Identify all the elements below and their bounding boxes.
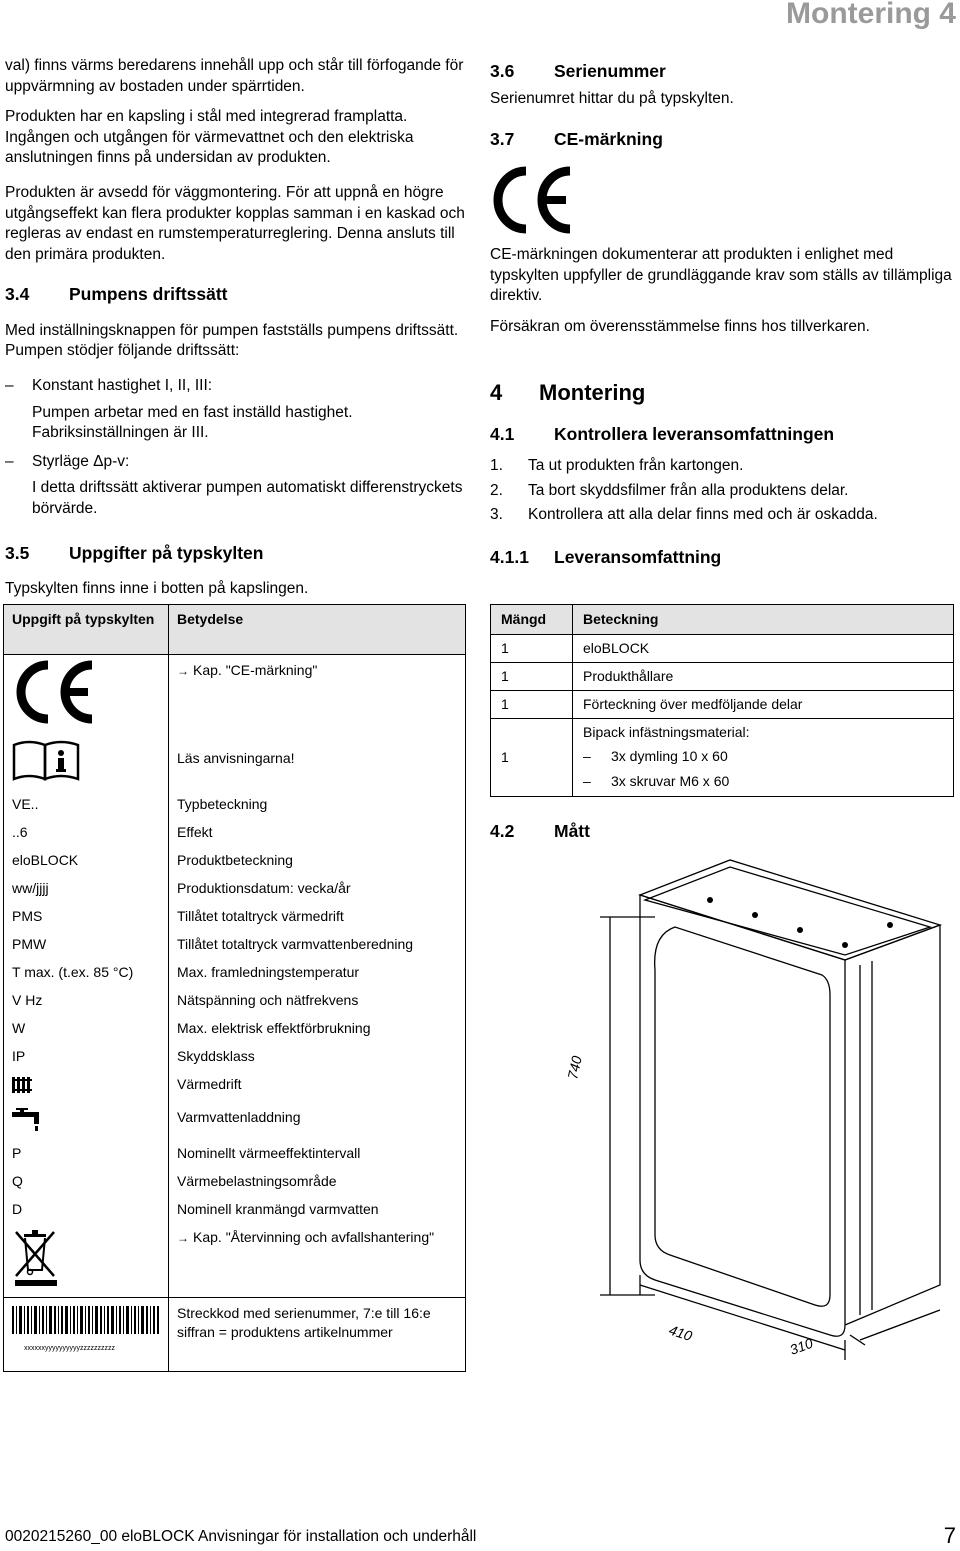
dash-bullet: – <box>583 748 591 765</box>
table-cell-qty: 1 <box>491 718 573 797</box>
paragraph: Försäkran om överensstämmelse finns hos tillverkaren. <box>490 317 870 335</box>
table-cell-value: Nätspänning och nätfrekvens <box>169 987 466 1015</box>
step-item <box>490 505 952 526</box>
radiator-icon <box>12 1075 34 1095</box>
paragraph: Produkten har en kapsling i stål med integrerad framplatta. Ingången och utgången för värmevattnet och den elektriska anslutningen finns på undersidan av produkten. <box>5 108 414 167</box>
table-cell-qty: 1 <box>491 634 573 662</box>
paragraph: Med inställningsknappen för pumpen fastställs pumpens driftssätt. Pumpen stödjer följande driftssätt: <box>5 321 459 360</box>
dash-list-item <box>5 452 467 520</box>
table-cell-value: Produktionsdatum: vecka/år <box>169 875 466 903</box>
ce-mark-icon <box>12 659 96 725</box>
dimension-width-label: 410 <box>667 1321 695 1345</box>
cell-text: Kap. "CE-märkning" <box>193 662 318 678</box>
table-cell-key: Q <box>4 1168 169 1196</box>
table-cell-value: Värmedrift <box>169 1071 466 1104</box>
table-row <box>4 1168 466 1196</box>
dash-bullet: – <box>5 452 14 470</box>
table-cell-value: Typbeteckning <box>169 791 466 819</box>
table-cell-value: Värmebelastningsområde <box>169 1168 466 1196</box>
read-instructions-icon <box>12 739 80 783</box>
step-text: Ta ut produkten från kartongen. <box>528 457 744 475</box>
arrow-icon: → <box>177 1231 189 1246</box>
table-cell-key: T max. (t.ex. 85 °C) <box>4 959 169 987</box>
barcode-caption: xxxxxxyyyyyyyyyyzzzzzzzzzz <box>24 1344 115 1352</box>
table-cell-value: Streckkod med serienummer, 7:e till 16:e siffran = produktens artikelnummer <box>169 1297 466 1371</box>
table-row <box>491 718 954 797</box>
table-cell-key <box>4 1071 169 1104</box>
table-cell-key <box>4 735 169 792</box>
table-cell-key: eloBLOCK <box>4 847 169 875</box>
footer-document-title: 0020215260_00 eloBLOCK Anvisningar för installation och underhåll <box>5 1528 477 1545</box>
table-cell-key: PMW <box>4 931 169 959</box>
table-row <box>491 662 954 690</box>
table-cell-value <box>169 655 466 735</box>
list-item-title: Konstant hastighet I, II, III: <box>32 376 213 394</box>
table-cell-value <box>169 1224 466 1297</box>
section-heading-3-7 <box>490 128 952 151</box>
paragraph: CE-märkningen dokumenterar att produkten i enlighet med typskylten uppfyller de grundläggande krav som ställs av tillämpliga direktiv. <box>490 246 952 305</box>
dash-bullet: – <box>5 376 14 394</box>
tap-icon <box>12 1108 46 1132</box>
step-number: 1. <box>490 457 503 475</box>
section-heading-4-2 <box>490 820 590 843</box>
table-cell-item: Produkthållare <box>573 662 954 690</box>
table-cell-key <box>4 655 169 735</box>
list-item-desc: I detta driftssätt aktiverar pumpen automatiskt differenstryckets börvärde. <box>32 479 463 518</box>
table-header-cell: Uppgift på typskylten <box>4 605 169 655</box>
section-number: 3.4 <box>5 284 30 305</box>
table-cell-key: V Hz <box>4 987 169 1015</box>
table-row <box>4 1104 466 1141</box>
step-item <box>490 456 952 477</box>
table-cell-value: Nominell kranmängd varmvatten <box>169 1196 466 1224</box>
table-cell-key: W <box>4 1015 169 1043</box>
table-header-cell: Mängd <box>491 605 573 635</box>
table-row <box>4 847 466 875</box>
arrow-icon: → <box>177 664 189 678</box>
table-cell-value: Produktbeteckning <box>169 847 466 875</box>
table-row <box>4 735 466 792</box>
step-text: Ta bort skyddsfilmer från alla produktens delar. <box>528 481 849 499</box>
cell-text: Kap. "Återvinning och avfallshantering" <box>193 1229 435 1246</box>
dimension-drawing <box>560 855 945 1370</box>
section-title: Leveransomfattning <box>554 546 722 567</box>
pack-title: Bipack infästningsmaterial: <box>583 723 750 740</box>
table-row <box>4 819 466 847</box>
table-cell-key: D <box>4 1196 169 1224</box>
table-cell-key: P <box>4 1140 169 1168</box>
table-cell-item: eloBLOCK <box>573 634 954 662</box>
right-column <box>490 56 952 583</box>
table-cell-item <box>573 718 954 797</box>
section-heading-3-6 <box>490 60 952 83</box>
table-row <box>4 1297 466 1371</box>
step-number: 3. <box>490 506 503 524</box>
table-row <box>4 1043 466 1071</box>
section-title: Montering <box>539 379 646 405</box>
step-item <box>490 481 952 502</box>
ce-mark-icon <box>490 165 574 235</box>
section-title: CE-märkning <box>554 128 663 149</box>
table-header-row <box>4 605 466 655</box>
section-number: 4.2 <box>490 821 515 841</box>
section-number: 3.5 <box>5 542 30 563</box>
paragraph: Typskylten finns inne i botten på kapslingen. <box>5 579 309 597</box>
table-row <box>4 1015 466 1043</box>
page-number: 7 <box>943 1523 956 1548</box>
table-cell-value: Nominellt värmeeffektintervall <box>169 1140 466 1168</box>
table-row <box>4 875 466 903</box>
table-cell-qty: 1 <box>491 662 573 690</box>
step-text: Kontrollera att alla delar finns med och är oskadda. <box>528 506 878 524</box>
table-cell-qty: 1 <box>491 690 573 718</box>
section-number: 4.1 <box>490 423 515 444</box>
section-heading-4 <box>490 378 952 407</box>
paragraph: Serienumret hittar du på typskylten. <box>490 90 734 108</box>
table-row <box>4 987 466 1015</box>
table-row <box>4 931 466 959</box>
paragraph: Produkten är avsedd för väggmontering. För att uppnå en högre utgångseffekt kan flera produkter kopplas samman i en kaskad och regleras av endast en rumstemperaturreglering. Denna ansluts till den primära produkten. <box>5 184 465 263</box>
section-heading-4-1-1 <box>490 546 952 569</box>
type-plate-table <box>3 604 466 1372</box>
table-cell-key <box>4 1297 169 1371</box>
section-heading-3-4 <box>5 283 467 306</box>
table-row <box>491 634 954 662</box>
table-header-row <box>491 605 954 635</box>
section-title: Mått <box>554 821 590 841</box>
delivery-table <box>490 604 954 797</box>
table-row <box>4 1224 466 1297</box>
table-row <box>4 959 466 987</box>
table-row <box>4 1071 466 1104</box>
table-header-cell: Betydelse <box>169 605 466 655</box>
table-cell-key: ww/jjjj <box>4 875 169 903</box>
section-heading-4-1 <box>490 423 952 446</box>
section-heading-3-5 <box>5 542 467 565</box>
list-item <box>583 747 943 766</box>
weee-bin-icon <box>12 1228 62 1288</box>
table-row <box>4 791 466 819</box>
table-cell-key: IP <box>4 1043 169 1071</box>
table-cell-value: Varmvattenladdning <box>169 1104 466 1141</box>
section-number: 3.6 <box>490 61 515 81</box>
table-cell-value: Max. framledningstemperatur <box>169 959 466 987</box>
table-cell-value: Läs anvisningarna! <box>169 735 466 792</box>
section-title: Serienummer <box>554 61 666 81</box>
section-title: Pumpens driftssätt <box>69 284 228 305</box>
table-row <box>4 903 466 931</box>
table-cell-key: PMS <box>4 903 169 931</box>
table-cell-value: Skyddsklass <box>169 1043 466 1071</box>
paragraph: val) finns värms beredarens innehåll upp och står till förfogande för uppvärmning av bostaden under spärrtiden. <box>5 57 464 95</box>
dimension-depth-label: 310 <box>787 1334 815 1358</box>
section-number: 3.7 <box>490 128 515 149</box>
table-cell-value: Tillåtet totaltryck värmedrift <box>169 903 466 931</box>
table-row <box>4 655 466 735</box>
list-item-text: 3x skruvar M6 x 60 <box>611 772 730 789</box>
section-title: Uppgifter på typskylten <box>69 542 264 563</box>
section-number: 4.1.1 <box>490 546 529 567</box>
section-number: 4 <box>490 379 503 405</box>
table-cell-key: VE.. <box>4 791 169 819</box>
table-cell-key <box>4 1104 169 1141</box>
page-header-title: Montering 4 <box>786 0 956 30</box>
table-cell-item: Förteckning över medföljande delar <box>573 690 954 718</box>
list-item <box>583 772 943 791</box>
list-item-text: 3x dymling 10 x 60 <box>611 748 728 765</box>
step-number: 2. <box>490 481 503 499</box>
left-column <box>5 56 467 610</box>
list-item-desc: Pumpen arbetar med en fast inställd hastighet. Fabriksinställningen är III. <box>32 403 353 442</box>
barcode-icon <box>12 1306 160 1342</box>
section-title: Kontrollera leveransomfattningen <box>554 423 835 444</box>
dimension-height-label: 740 <box>564 1054 585 1081</box>
dash-list-item <box>5 376 467 444</box>
dash-bullet: – <box>583 772 591 789</box>
table-row <box>4 1140 466 1168</box>
table-row <box>491 690 954 718</box>
table-cell-value: Effekt <box>169 819 466 847</box>
table-cell-key <box>4 1224 169 1297</box>
table-cell-value: Tillåtet totaltryck varmvattenberedning <box>169 931 466 959</box>
table-cell-value: Max. elektrisk effektförbrukning <box>169 1015 466 1043</box>
table-cell-key: ..6 <box>4 819 169 847</box>
list-item-title: Styrläge Δp-v: <box>32 452 130 470</box>
table-header-cell: Beteckning <box>573 605 954 635</box>
table-row <box>4 1196 466 1224</box>
